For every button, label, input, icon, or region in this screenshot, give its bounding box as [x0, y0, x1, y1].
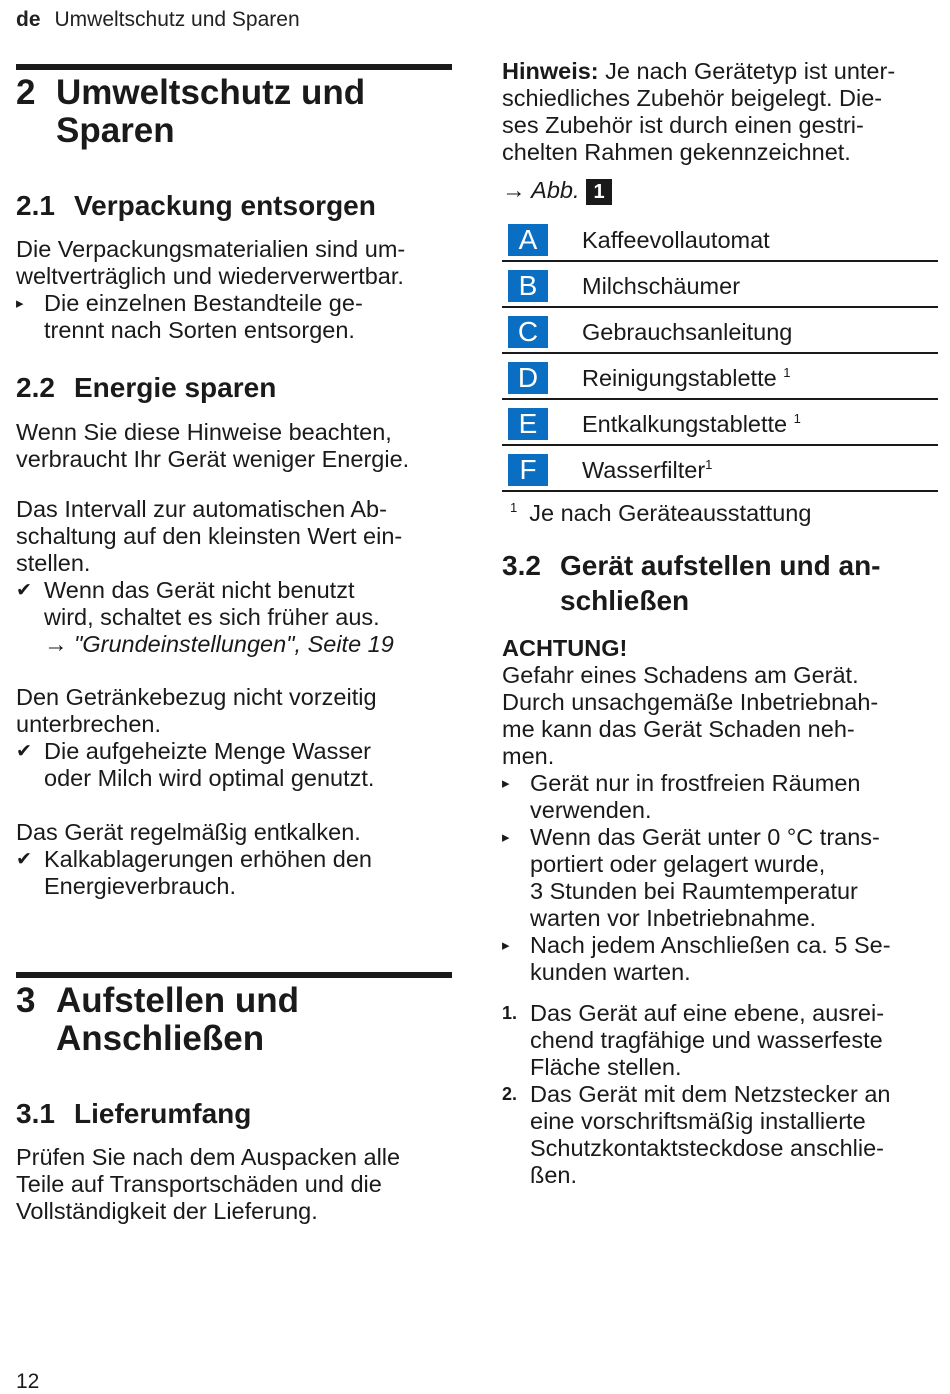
section-rule — [16, 64, 452, 70]
item-letter-badge: A — [508, 224, 548, 256]
hint-label: Hinweis: — [502, 58, 599, 84]
bullet-item: ▸ Gerät nur in frostfreien Räumen verwenden. — [502, 770, 861, 823]
delivery-contents-table — [502, 216, 938, 492]
result-item: ✔ Die aufgeheizte Menge Wasser oder Milch wird optimal genutzt. — [16, 738, 375, 791]
table-row — [502, 446, 938, 492]
item-label: Kaffeevollautomat — [582, 226, 770, 253]
triangle-bullet-icon: ▸ — [16, 295, 24, 312]
figure-number-badge: 1 — [586, 179, 612, 205]
table-row — [502, 354, 938, 400]
checkmark-icon: ✔ — [16, 580, 32, 601]
header-title: Umweltschutz und Sparen — [54, 8, 300, 31]
step-item: 1. Das Gerät auf eine ebene, ausrei- chend tragfähige und wasserfeste Fläche stellen. — [502, 1000, 885, 1080]
tip-block: Das Gerät regelmäßig entkalken. ✔ Kalkablagerungen erhöhen den Energieverbrauch. — [16, 819, 372, 899]
warning-block: ACHTUNG! Gefahr eines Schadens am Gerät. Durch unsachgemäße Inbetriebnah- me kann das Gerät Schaden neh- men. ▸ Gerät nur in frostfreien Räumen verwenden. ▸ Wenn das Gerät unter 0 °C trans- portiert oder gelagert wurde, 3 Stunden bei Raumtemperatur warten vor Inbetriebnahme. ▸ Nach jedem Anschließen ca. 5 Se- kunden warten. — [502, 635, 942, 986]
section-3-heading: 3 Aufstellen und Anschließen — [16, 981, 300, 1058]
triangle-bullet-icon: ▸ — [502, 775, 510, 792]
checkmark-icon: ✔ — [16, 741, 32, 762]
section-3-1-heading: 3.1 Lieferumfang — [16, 1098, 252, 1129]
item-label: Entkalkungstablette $^1$ — [582, 410, 801, 437]
section-3-2-heading: 3.2 Gerät aufstellen und an- schließen — [502, 550, 881, 616]
item-label: Wasserfilter$^1$ — [582, 456, 713, 483]
language-code: de — [16, 8, 41, 31]
numbered-steps — [502, 1000, 942, 1189]
item-label: Milchschäumer — [582, 272, 741, 299]
step-item: 2. Das Gerät mit dem Netzstecker an eine vorschriftsmäßig installierte Schutzkontaktsteckdose anschlie- ßen. — [502, 1081, 891, 1188]
item-letter-badge: E — [508, 408, 548, 440]
result-item: ✔ Kalkablagerungen erhöhen den Energieverbrauch. — [16, 846, 372, 899]
item-label: Reinigungstablette $^1$ — [582, 364, 791, 391]
figure-reference[interactable]: → Abb. 1 — [502, 177, 612, 205]
step-number: 1. — [502, 1003, 518, 1023]
section-2-2-heading: 2.2 Energie sparen — [16, 372, 277, 403]
section-2-heading: 2 Umweltschutz und Sparen — [16, 73, 366, 150]
table-row — [502, 400, 938, 446]
step-number: 2. — [502, 1084, 518, 1104]
bullet-item: ▸ Nach jedem Anschließen ca. 5 Se- kunden warten. — [502, 932, 891, 985]
tip-block: Das Intervall zur automatischen Ab- schaltung auf den kleinsten Wert ein- stellen. ✔ Wenn das Gerät nicht benutzt wird, schaltet es sich früher aus. → "Grundeinstellungen", Seite 19 — [16, 496, 403, 657]
item-label: Gebrauchsanleitung — [582, 318, 793, 345]
warning-label: ACHTUNG! — [502, 635, 628, 661]
triangle-bullet-icon: ▸ — [502, 829, 510, 846]
paragraph: Wenn Sie diese Hinweise beachten, verbraucht Ihr Gerät weniger Energie. — [16, 419, 410, 472]
table-row — [502, 262, 938, 308]
bullet-item: ▸ Wenn das Gerät unter 0 °C trans- portiert oder gelagert wurde, 3 Stunden bei Raumtemperatur warten vor Inbetriebnahme. — [502, 824, 880, 931]
result-item: ✔ Wenn das Gerät nicht benutzt wird, schaltet es sich früher aus. → "Grundeinstellungen", Seite 19 — [16, 577, 402, 658]
running-header — [16, 8, 300, 32]
table-footnote: $^1$ Je nach Geräteausstattung — [510, 499, 812, 526]
cross-reference-link[interactable]: → "Grundeinstellungen", Seite 19 — [44, 631, 394, 657]
checkmark-icon: ✔ — [16, 849, 32, 870]
paragraph: Prüfen Sie nach dem Auspacken alle Teile auf Transportschäden und die Vollständigkeit der Lieferung. — [16, 1144, 401, 1224]
paragraph: Die Verpackungsmaterialien sind um- weltverträglich und wiederverwertbar. ▸ Die einzelnen Bestandteile ge- trennt nach Sorten entsorgen. — [16, 236, 406, 343]
section-rule — [16, 972, 452, 978]
tip-block: Den Getränkebezug nicht vorzeitig unterbrechen. ✔ Die aufgeheizte Menge Wasser oder Milch wird optimal genutzt. — [16, 684, 377, 791]
item-letter-badge: D — [508, 362, 548, 394]
item-letter-badge: B — [508, 270, 548, 302]
table-row — [502, 216, 938, 262]
bullet-item: ▸ Die einzelnen Bestandteile ge- trennt nach Sorten entsorgen. — [16, 290, 363, 343]
section-2-1-heading: 2.1 Verpackung entsorgen — [16, 190, 376, 221]
table-row — [502, 308, 938, 354]
page-number: 12 — [16, 1370, 40, 1393]
item-letter-badge: C — [508, 316, 548, 348]
item-letter-badge: F — [508, 454, 548, 486]
hint-block: Hinweis: Je nach Gerätetyp ist unter- schiedliches Zubehör beigelegt. Die- ses Zubehör ist durch einen gestri- chelten Rahmen gekennzeichnet. — [502, 58, 896, 165]
triangle-bullet-icon: ▸ — [502, 937, 510, 954]
